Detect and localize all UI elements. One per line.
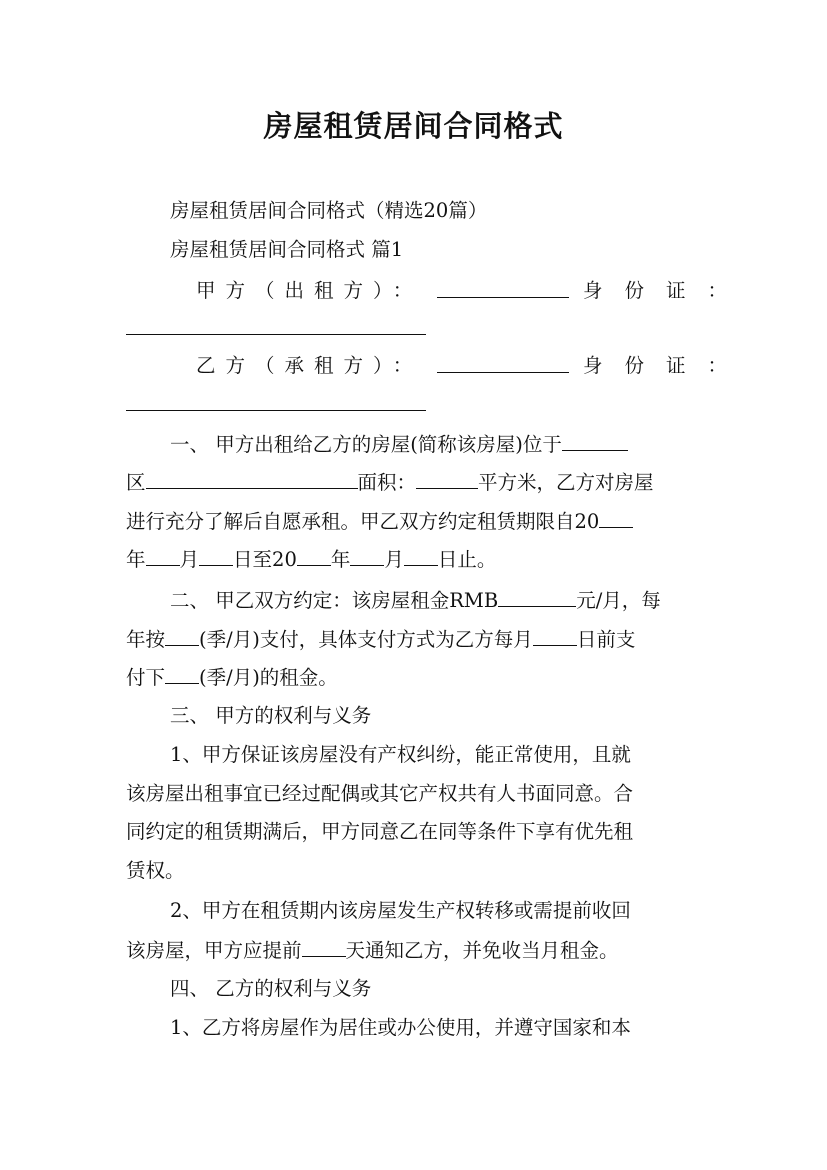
notice-days-blank[interactable]	[302, 938, 346, 957]
party-b-label: 乙方（承租方）：	[196, 354, 423, 377]
clause-4-1-line-1: 1、乙方将房屋作为居住或办公使用，并遵守国家和本	[170, 1016, 631, 1039]
start-year-blank[interactable]	[599, 509, 633, 528]
district-blank[interactable]	[146, 470, 358, 489]
clause-1-line-3: 进行充分了解后自愿承租。甲乙双方约定租赁期限自20	[126, 509, 633, 534]
clause-3-2-line-2: 该房屋，甲方应提前 天通知乙方，并免收当月租金。	[126, 939, 619, 962]
clause-2-line-1: 二、 甲乙双方约定：该房屋租金RMB 元/月，每	[170, 589, 661, 612]
payment-period-blank[interactable]	[165, 627, 199, 646]
clause-1-line-4: 年 月 日至20 年 月 日止。	[126, 548, 497, 571]
party-b-id-label: 身份证：	[583, 354, 750, 377]
party-a-id-blank[interactable]	[126, 316, 426, 335]
clause-3-1-line-3: 同约定的租赁期满后，甲方同意乙在同等条件下享有优先租	[126, 820, 634, 843]
party-b-id-blank[interactable]	[126, 392, 426, 411]
start-month-blank[interactable]	[146, 547, 180, 566]
party-a-label: 甲方（出租方）：	[196, 279, 423, 302]
clause-1-line-1: 一、 甲方出租给乙方的房屋(简称该房屋)位于	[170, 432, 628, 457]
clause-1-line-2: 区 面积： 平方米，乙方对房屋	[126, 471, 654, 494]
subtitle: 房屋租赁居间合同格式（精选20篇）	[170, 199, 488, 222]
clause-3-1-line-2: 该房屋出租事宜已经过配偶或其它产权共有人书面同意。合	[126, 782, 634, 805]
end-year-blank[interactable]	[297, 547, 331, 566]
rent-amount-blank[interactable]	[498, 588, 576, 607]
clause-3-2-line-1: 2、甲方在租赁期内该房屋发生产权转移或需提前收回	[170, 899, 631, 922]
area-blank[interactable]	[416, 470, 478, 489]
end-month-blank[interactable]	[350, 547, 384, 566]
clause-2-line-2: 年按 (季/月)支付，具体支付方式为乙方每月 日前支	[126, 628, 636, 651]
location-blank[interactable]	[562, 432, 628, 451]
next-period-blank[interactable]	[165, 665, 199, 684]
end-day-blank[interactable]	[404, 547, 438, 566]
clause-3-1-line-4: 赁权。	[126, 859, 185, 882]
clause-2-line-3: 付下 (季/月)的租金。	[126, 666, 338, 689]
payment-day-blank[interactable]	[533, 627, 577, 646]
party-a-name-blank[interactable]	[437, 279, 569, 298]
party-a-id-label: 身份证：	[583, 279, 750, 302]
start-day-blank[interactable]	[199, 547, 233, 566]
clause-3-1-line-1: 1、甲方保证该房屋没有产权纠纷，能正常使用，且就	[170, 743, 631, 766]
chapter-heading: 房屋租赁居间合同格式 篇1	[170, 238, 404, 261]
clause-4-heading: 四、 乙方的权利与义务	[170, 977, 372, 1000]
clause-3-heading: 三、 甲方的权利与义务	[170, 704, 372, 727]
document-title: 房屋租赁居间合同格式	[263, 109, 564, 143]
party-b-name-blank[interactable]	[437, 354, 569, 373]
